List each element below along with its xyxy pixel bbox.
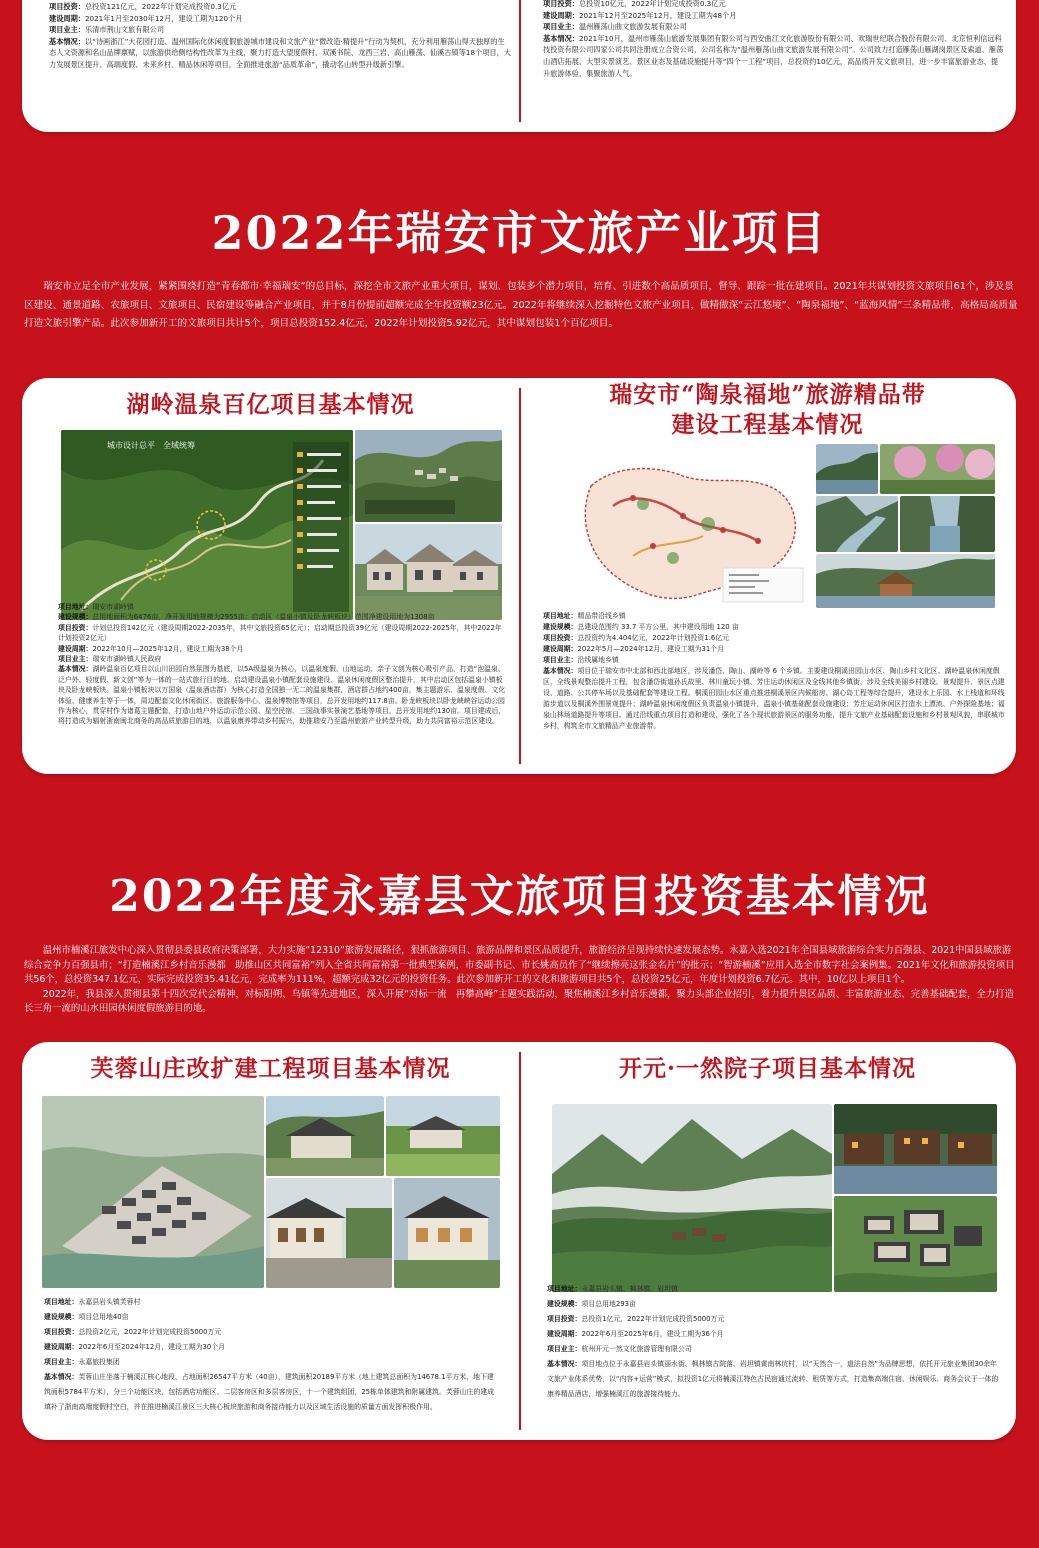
label-basic: 基本情况：	[543, 667, 578, 675]
label-investment: 项目投资：	[543, 0, 579, 8]
label-owner: 项目业主：	[547, 1345, 582, 1353]
top-card-right	[519, 0, 1016, 132]
owner-value: 乐清市荆山文旅有限公司	[84, 25, 165, 35]
furong-info	[44, 1295, 499, 1415]
label-owner: 项目业主：	[543, 22, 579, 32]
kaiyuan-project	[519, 1042, 1016, 1440]
label-period: 建设周期：	[44, 1343, 79, 1351]
furong-project	[22, 1042, 519, 1440]
furong-courtyard-image	[266, 1096, 384, 1176]
yongjia-project-card	[22, 1042, 1016, 1440]
furong-aerial-render-image	[42, 1096, 264, 1288]
location-value: 精品带沿线乡镇	[577, 612, 626, 620]
label-owner: 项目业主：	[44, 1358, 79, 1366]
scale-value: 总建设范围约 33.7 平方公里，其中建设用地 120 亩	[577, 623, 739, 631]
huling-master-plan-image	[61, 430, 353, 620]
ruian-section-title: 2022年瑞安市文旅产业项目	[211, 206, 828, 260]
yongjia-intro	[24, 944, 1018, 1017]
location-value: 瑞安市湖岭镇	[92, 603, 134, 611]
taoquan-gorge-image	[900, 496, 995, 552]
label-period: 建设周期：	[543, 10, 579, 20]
label-basic: 基本情况：	[44, 1373, 79, 1381]
label-investment: 项目投资：	[543, 634, 578, 642]
scale-value: 项目总用地293亩	[581, 1300, 636, 1308]
label-investment: 项目投资：	[44, 1328, 79, 1336]
label-investment: 项目投资：	[58, 623, 93, 632]
investment-value: 总投资1亿元，2022年计划完成投资5000万元	[581, 1315, 725, 1323]
location-value: 永嘉县岩头镇芙蓉村	[78, 1298, 141, 1306]
taoquan-info	[543, 611, 1005, 732]
label-basic: 基本情况：	[547, 1360, 582, 1368]
investment-value: 总投资121亿元，2022年计划完成投资0.3亿元	[84, 2, 237, 11]
basic-value: 以“诗画浙江”大花园打造、温州国际化休闲度假旅游城市建设和文旅产业“微改造·精提升”行动为契机，充分利用雁荡山得天独厚的生态人文资源和名山品牌禀赋，以旅游供给侧结构性改革为主线，聚力打造大望度假村、双溪书院、龙西三岩、高山雁荡、仙溪古镇等18个项目，大力发展景区提升、高端度假、未来乡村、精品休闲等项目，全面推进旅游“品质革命”，撬动名山转型升级新引擎。	[49, 36, 511, 69]
owner-value: 杭州开元一然文化旅游管理有限公司	[581, 1345, 692, 1353]
furong-street-image	[266, 1178, 392, 1288]
kaiyuan-aerial-village-image	[834, 1196, 997, 1292]
label-location: 项目地址：	[58, 603, 93, 611]
label-investment: 项目投资：	[49, 2, 85, 11]
taoquan-river-image	[816, 496, 898, 552]
basic-value: 芙蓉山庄坐落于楠溪江核心地段，占地面积26547平方米（40亩），建筑面积20189平方米（地上建筑总面积为14678.1平方米，地下建筑面积5784平方米），分三个功能区块，包括酒店功能区、二层客房区和多层客房区，十一个建筑组团，25栋单体建筑和附属建筑。芙蓉山庄的建成填补了浙南高端度假村空白，并在推进楠溪江景区三大核心板块旅游和商务接待能力以及区域生活设施的质量方面发挥积极作用。	[44, 1373, 495, 1411]
label-owner: 项目业主：	[543, 656, 578, 664]
label-location: 项目地址：	[547, 1285, 582, 1293]
label-basic: 基本情况：	[49, 36, 85, 46]
label-period: 建设周期：	[58, 644, 93, 653]
furong-project-title: 芙蓉山庄改扩建工程项目基本情况	[90, 1055, 451, 1082]
basic-value: 项目位于瑞安市中北部和西北部地区，涉及潘岱、陶山、湖岭等 6 个乡镇。主要建设桐溪田园山水区、陶山乡村文化区、湖岭温泉休闲度假区，全线景观整治提升工程，包含潘岱街道孙氏故里、林川童玩小镇、芳庄运动休闲区及全线其他乡镇街，涉及全线美丽乡村建设、景观提升、景区点建设、道路、公共停车场以及基础配套等建设工程。桐溪田园山水区重点推进桐溪景区内候船房、湖心岛工程等综合提升，建设水上乐园、水上栈道和环线游步道以及桐溪外围景观提升；湖岭温泉休闲度假区负责温泉小镇提升，温泉小镇基础配套设施建设；芳庄运动休闲区打造水上漂流、户外探险基地；福泉山林场道路提升等项目。通过沿线重点项目打造和建设，强化了各个现状旅游景区的服务功能，提升文旅产业基础配套设施和乡村景观风貌，串联城市乡村，构筑全市文旅精品产业旅游带。	[543, 667, 1005, 730]
period-value: 2022年5月—2024年12月，建设工期为31个月	[577, 645, 725, 653]
label-period: 建设周期：	[547, 1330, 582, 1338]
taoquan-route-map-image	[573, 446, 811, 608]
label-owner: 项目业主：	[49, 25, 85, 35]
owner-value: 沿线属地乡镇	[577, 656, 619, 664]
top-project-card	[22, 0, 1016, 132]
huling-info	[58, 602, 508, 727]
taoquan-pavilion-image	[816, 554, 995, 608]
label-scale: 建设规模：	[44, 1313, 79, 1321]
huling-aerial-image	[355, 430, 502, 522]
investment-value: 总投资约为4.404亿元，2022年计划投资1.6亿元	[577, 634, 730, 642]
label-period: 建设周期：	[49, 13, 85, 23]
label-scale: 建设规模：	[58, 613, 93, 622]
label-investment: 项目投资：	[547, 1315, 582, 1323]
investment-value: 总投资2亿元，2022年计划完成投资5000万元	[78, 1328, 222, 1336]
period-value: 2021年12月至2025年12月，建设工期为48个月	[578, 10, 737, 20]
ruian-intro-text: 瑞安市立足全市产业发展，紧紧围绕打造“青春都市·幸福瑞安”的总目标，深挖全市文旅产业重大项目，谋划、包装多个潜力项目，培育、引进数个高品质项目，督导、跟踪一批在建项目。2021年共谋划投资文旅项目61个，涉及景区建设、通景道路、农旅项目、文旅项目、民宿建设等融合产业项目，并于8月份提前超额完成全年投资额23亿元。2022年将继续深入挖掘特色文旅产业项目，做精做深“云江悠境”、“陶泉福地”、“蓝海风情”三条精品带，高格局高质量打造文旅引擎产品。此次参加新开工的文旅项目共计5个，项目总投资152.4亿元，2022年计划投资5.92亿元，其中谋划包装1个百亿项目。	[24, 281, 1018, 329]
taoquan-project-title-line1: 瑞安市“陶泉福地”旅游精品带	[609, 381, 926, 408]
basic-value: 项目地点位于永嘉县岩头镇丽水街、枫林镇古院落、岩坦镇黄南林坑村，以“天然合一，道法自然”为品牌思想，依托开元旅业集团30余年文旅产业体系优势，以“内容+运营”模式，拟投资1亿元将楠溪江特色古民宿通过流转、租赁等方式，打造集高端住宿、休闲娱乐、商务会议于一体的康养精品酒店，增强楠溪江的旅游接待能力。	[547, 1360, 999, 1398]
label-basic: 基本情况：	[58, 665, 93, 674]
label-scale: 建设规模：	[547, 1300, 582, 1308]
huling-project-title: 湖岭温泉百亿项目基本情况	[126, 391, 415, 418]
owner-value: 瑞安市湖岭镇人民政府	[92, 655, 162, 664]
ruian-project-card	[22, 378, 1016, 774]
yongjia-section-title: 2022年度永嘉县文旅项目投资基本情况	[109, 871, 930, 922]
kaiyuan-riverside-image	[834, 1104, 997, 1194]
top-right-info	[543, 0, 1005, 79]
period-value: 2022年10月—2025年12月，建设工期为38个月	[92, 644, 244, 653]
map-caption: 城市设计总平 全域统筹	[107, 441, 195, 450]
label-owner: 项目业主：	[58, 655, 93, 664]
kaiyuan-info	[547, 1282, 1002, 1402]
furong-lawn-image	[386, 1096, 500, 1176]
period-value: 2021年1月至2030年12月，建设工期为120个月	[84, 13, 243, 23]
label-location: 项目地址：	[44, 1298, 79, 1306]
yongjia-intro-p2: 2022年，我县深入贯彻县第十四次党代会精神，对标阳朔、乌镇等先进地区，深入开展“对标一流 再攀高峰”主题实践活动，聚焦楠溪江乡村音乐漫都，聚力头部企业招引，着力提升景区品质、丰富旅游业态、完善基础配套，全力打造长三角一流的山水田园休闲度假旅游目的地。	[24, 988, 1014, 1015]
kaiyuan-mountain-image	[552, 1104, 832, 1292]
investment-value: 总投资10亿元，2022年计划完成投资0.3亿元	[578, 0, 726, 8]
period-value: 2022年6月至2025年6月，建设工期为36个月	[581, 1330, 724, 1338]
huling-project	[22, 378, 519, 774]
owner-value: 温州雁荡山曲文旅游发展有限公司	[578, 22, 687, 32]
ruian-intro	[24, 278, 1018, 334]
owner-value: 永嘉旅投集团	[78, 1358, 120, 1366]
taoquan-project	[519, 378, 1016, 774]
taoquan-blossom-image	[880, 444, 995, 494]
kaiyuan-project-title: 开元·一然院子项目基本情况	[618, 1055, 916, 1082]
taoquan-lake-image	[816, 444, 878, 494]
label-basic: 基本情况：	[543, 33, 579, 43]
top-card-left	[22, 0, 519, 132]
investment-value: 计划总投资142亿元（建设周期2022-2035年，其中文旅投资65亿元）；启动期总投资39亿元（建设周期2022-2025年，其中2022年计划投资2亿元）	[58, 623, 502, 643]
label-location: 项目地址：	[543, 612, 578, 620]
top-left-info	[49, 1, 511, 71]
scale-value: 项目总用地40亩	[78, 1313, 129, 1321]
basic-value: 2021年10月，温州市雁荡山旅游发展集团有限公司与西安曲江文化旅游股份有限公司、欢瑞世纪联合股份有限公司、北京恒利信远科技投资有限公司四家公司共同注册成立合资公司，公司名称为“温州雁荡山曲文旅游发展有限公司”。公司致力打造雁荡山雁湖岗景区及索道、雁荡山酒店拓展、大型实景演艺、景区业态及基础设施提升等“四个一工程”项目，总投资约10亿元，高品质开发文旅项目，进一步丰富旅游业态、提升旅游体验、集聚旅游人气。	[543, 33, 1004, 78]
location-value: 永嘉县岩头镇、枫林镇、岩坦镇	[581, 1285, 678, 1293]
scale-value: 总用地面积为6476亩，净开发用地规模为2955亩；启动区（温泉小镇及卧龙峡板块）范围净建设用地为1308亩	[92, 613, 435, 622]
furong-villa-image	[394, 1178, 500, 1288]
taoquan-project-title-line2: 建设工程基本情况	[671, 411, 864, 438]
period-value: 2022年6月至2024年12月，建设工期为30个月	[78, 1343, 226, 1351]
label-scale: 建设规模：	[543, 623, 578, 631]
label-period: 建设周期：	[543, 645, 578, 653]
basic-value: 湖岭温泉百亿项目以山川田园自然氛围为基底，以5A级温泉为核心，以温泉度假、山地运动、亲子文创为核心吸引产品，打造“泡温泉、泛户外、轻度假、新文创”等为一体的一站式旅行目的地。启动建设温泉小镇配套设施建设、温泉休闲度假区整治提升，其中启动区包括温泉小镇板块及卧龙峡板块。温泉小镇板块以万国泉（温泉酒店群）为核心打造全国独一无二的温泉集群，酒店群占地约400亩，集主题游乐、温泉度假、文化体验、健康养生等于一体，周边配套文化休闲街区、旅游服务中心、温泉博物馆等项目，总开发用地约117.8亩。卧龙峡板块以卧龙峡峡谷运动公园作为核心，贯穿村作为诸葛主题配套，打造山地户外运动示范公园、星空民宿、三国战事实景演艺基地等项目，总开发用地约130亩。项目建成后，将打造成为辐射浙南闽北商务的高品质旅游目的地，以温泉康养带动乡村振兴，助推瑞安乃至温州旅游产业转型升级，助力共同富裕示范区建设。	[58, 665, 506, 726]
yongjia-intro-p1: 温州市楠溪江旅发中心深入贯彻县委县政府决策部署，大力实施“12310”旅游发展路径，狠抓旅游项目、旅游品牌和景区品质提升，旅游经济呈现持续快速发展态势。永嘉入选2021年全国县域旅游综合实力百强县、2021中国县域旅游综合竞争力百强县市；“打造楠溪江乡村音乐漫都 助推山区共同富裕”列入全省共同富裕第一批典型案例，市委副书记、市长姚高员作了“继续擦亮这张金名片”的批示；“智游楠溪”应用入选全市数字社会案例集。2021年文化和旅游投资项目共56个，总投资347.1亿元，实际完成投资35.41亿元，完成率为111%，超额完成32亿元的投资任务。此次参加新开工的文化和旅游项目共5个，总投资25亿元，年度计划投资6.7亿元。其中，10亿以上项目1个。	[24, 945, 1015, 986]
